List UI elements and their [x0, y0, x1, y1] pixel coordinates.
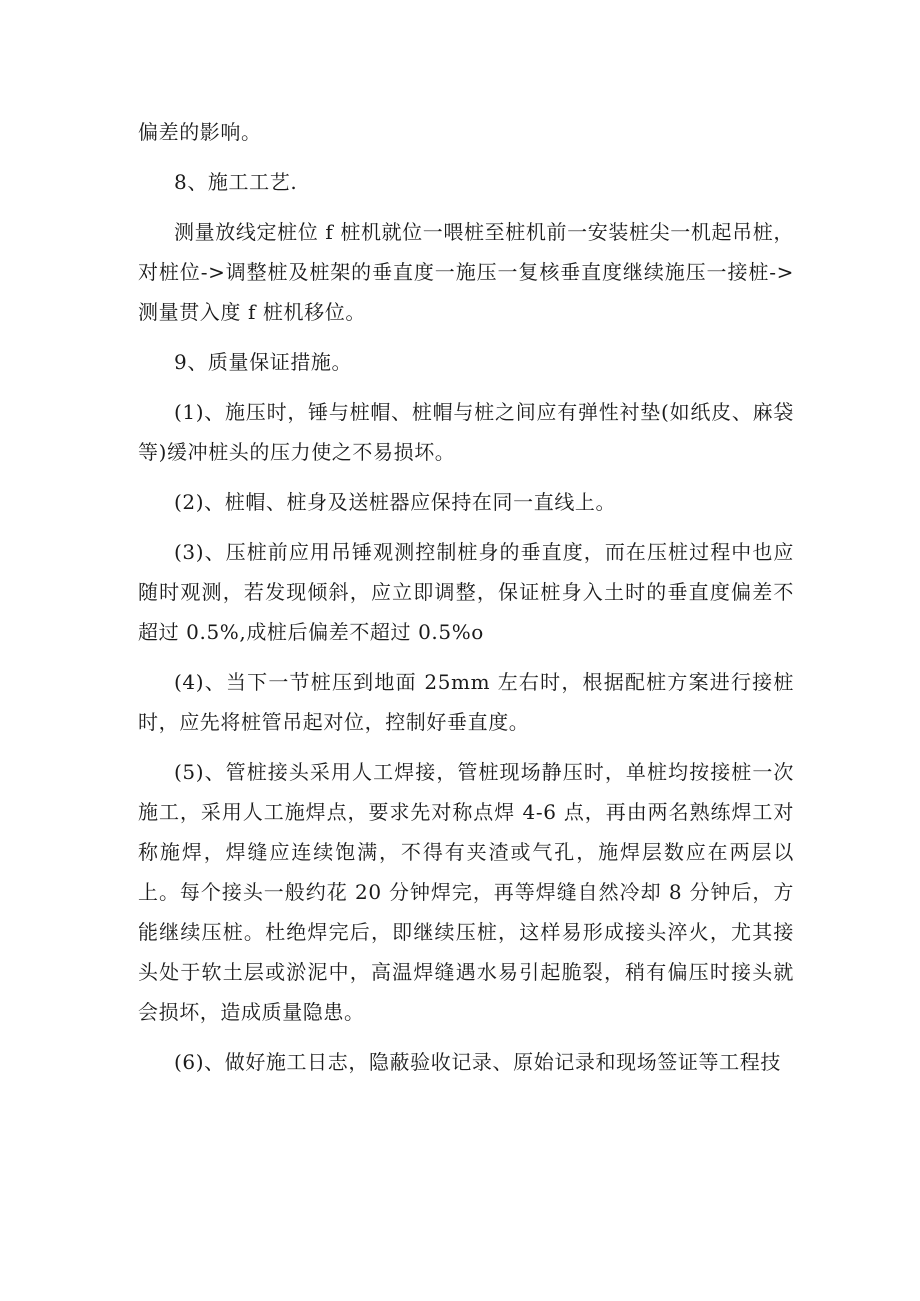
heading-construction-process: 8、施工工艺. — [174, 170, 298, 194]
paragraph-measure-2: (2)、桩帽、桩身及送桩器应保持在同一直线上。 — [174, 490, 617, 514]
paragraph-measure-1: (1)、施压时，锤与桩帽、桩帽与桩之间应有弹性衬垫(如纸皮、麻袋等)缓冲桩头的压力使之不易损坏。 — [138, 400, 794, 464]
paragraph-measure-5: (5)、管桩接头采用人工焊接，管桩现场静压时，单桩均按接桩一次施工，采用人工施焊点，要求先对称点焊 4-6 点，再由两名熟练焊工对称施焊，焊缝应连续饱满，不得有夹渣或气孔，施焊层数应在两层以上。每个接头一般约花 20 分钟焊完，再等焊缝自然冷却 8 分钟后，方能继续压桩。杜绝焊完后，即继续压桩，这样易形成接头淬火，尤其接头处于软土层或淤泥中，高温焊缝遇水易引起脆裂，稍有偏压时接头就会损坏，造成质量隐患。 — [138, 760, 794, 1024]
paragraph-measure-4: (4)、当下一节桩压到地面 25mm 左右时，根据配桩方案进行接桩时，应先将桩管吊起对位，控制好垂直度。 — [138, 670, 794, 734]
paragraph-continuation: 偏差的影响。 — [138, 120, 262, 144]
paragraph-process-flow: 测量放线定桩位 f 桩机就位一喂桩至桩机前一安装桩尖一机起吊桩，对桩位->调整桩及桩架的垂直度一施压一复核垂直度继续施压一接桩->测量贯入度 f 桩机移位。 — [138, 220, 794, 324]
document-body — [138, 112, 794, 1082]
paragraph-measure-6: (6)、做好施工日志，隐蔽验收记录、原始记录和现场签证等工程技 — [174, 1050, 781, 1074]
paragraph-measure-3: (3)、压桩前应用吊锤观测控制桩身的垂直度，而在压桩过程中也应随时观测，若发现倾斜，应立即调整，保证桩身入土时的垂直度偏差不超过 0.5%,成桩后偏差不超过 0.5%o — [138, 540, 794, 644]
heading-quality-measures: 9、质量保证措施。 — [174, 350, 353, 374]
